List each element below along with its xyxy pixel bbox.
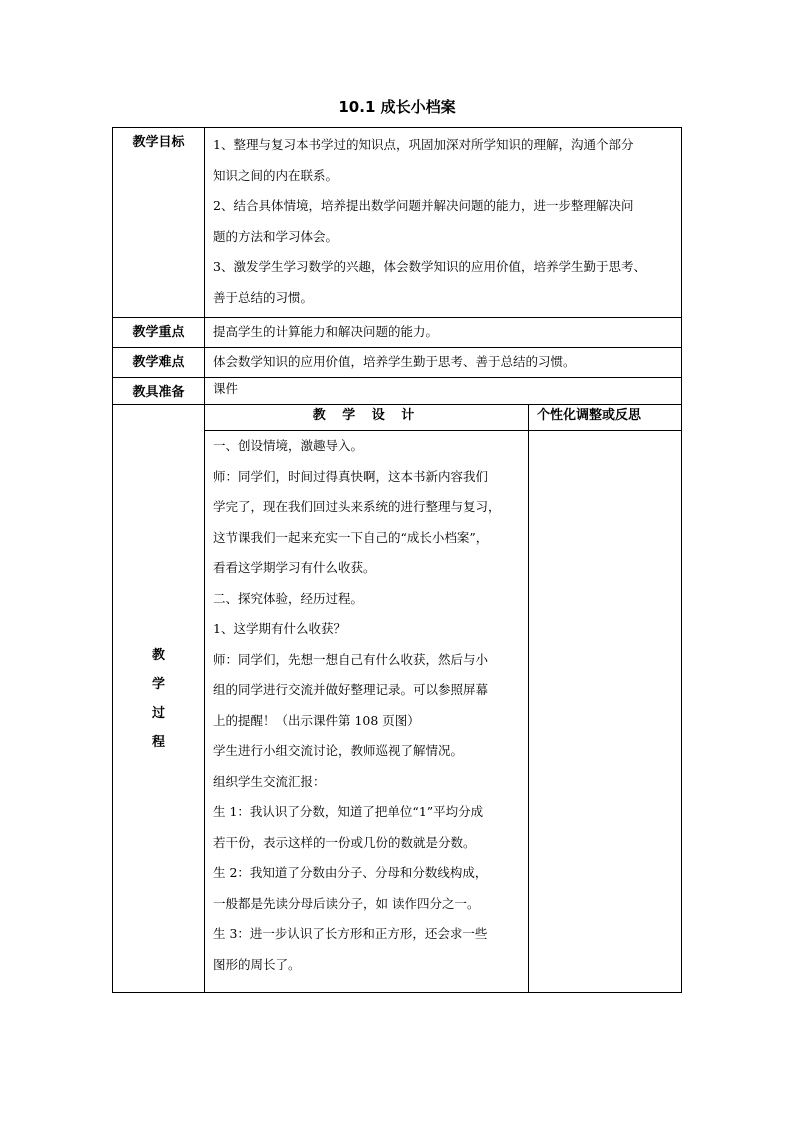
process-header-row [113,405,682,431]
process-line: 1、这学期有什么收获？ [213,621,346,636]
process-line: 一般都是先读分母后读分子，如 读作四分之一。 [213,895,480,911]
objectives-line: 2、结合具体情境，培养提出数学问题并解决问题的能力，进一步整理解决问 [213,198,634,213]
process-line: 这节课我们一起来充实一下自己的“成长小档案”， [213,529,489,545]
materials-label: 教具准备 [113,378,205,405]
objectives-line: 题的方法和学习体会。 [213,228,339,244]
process-label [113,405,205,993]
process-line: 图形的周长了。 [213,956,301,972]
reflect-header: 个性化调整或反思 [529,405,682,431]
process-label-char: 过 [151,705,165,721]
document-title: 10.1 成长小档案 [338,98,456,116]
process-line: 二、探究体验，经历过程。 [213,590,364,606]
process-line: 组织学生交流汇报： [213,773,326,789]
objectives-content [205,128,682,318]
objectives-line: 知识之间的内在联系。 [213,167,339,183]
process-line: 学完了，现在我们回过头来系统的进行整理与复习， [213,499,501,514]
process-line: 一、创设情境，激趣导入。 [213,438,364,453]
objectives-line: 善于总结的习惯。 [213,289,314,305]
process-line: 生 2：我知道了分数由分子、分母和分数线构成， [213,865,488,880]
difficulties-row [113,348,682,378]
lesson-plan-table [112,127,682,993]
key-points-label: 教学重点 [113,318,205,348]
key-points-row [113,318,682,348]
objectives-row [113,128,682,318]
process-line: 若干份，表示这样的一份或几份的数就是分数。 [213,834,476,850]
difficulties-text: 体会数学知识的应用价值，培养学生勤于思考、善于总结的习惯。 [213,353,576,369]
materials-text: 课件 [213,381,239,396]
materials-row [113,378,682,405]
process-line: 上的提醒！（出示课件第 108 页图） [213,712,420,728]
process-label-char: 教 [151,647,165,663]
objectives-label: 教学目标 [113,128,205,318]
design-header: 教 学 设 计 [205,405,529,431]
process-line: 生 3：进一步认识了长方形和正方形，还会求一些 [213,926,488,941]
process-line: 师：同学们，先想一想自己有什么收获，然后与小 [213,651,489,667]
process-label-char: 程 [151,734,165,750]
objectives-line: 1、整理与复习本书学过的知识点，巩固加深对所学知识的理解，沟通个部分 [213,137,634,152]
process-content [205,431,529,993]
process-line: 看看这学期学习有什么收获。 [213,560,376,575]
process-line: 师：同学们，时间过得真快啊，这本书新内容我们 [213,468,489,484]
process-label-char: 学 [151,676,165,692]
process-line: 生 1：我认识了分数，知道了把单位“1”平均分成 [213,804,484,819]
key-points-text: 提高学生的计算能力和解决问题的能力。 [213,323,439,339]
process-line: 学生进行小组交流讨论，教师巡视了解情况。 [213,743,464,758]
difficulties-label: 教学难点 [113,348,205,378]
reflection-cell [529,431,682,993]
objectives-line: 3、激发学生学习数学的兴趣，体会数学知识的应用价值，培养学生勤于思考、 [213,259,646,274]
process-line: 组的同学进行交流并做好整理记录。可以参照屏幕 [213,682,489,697]
